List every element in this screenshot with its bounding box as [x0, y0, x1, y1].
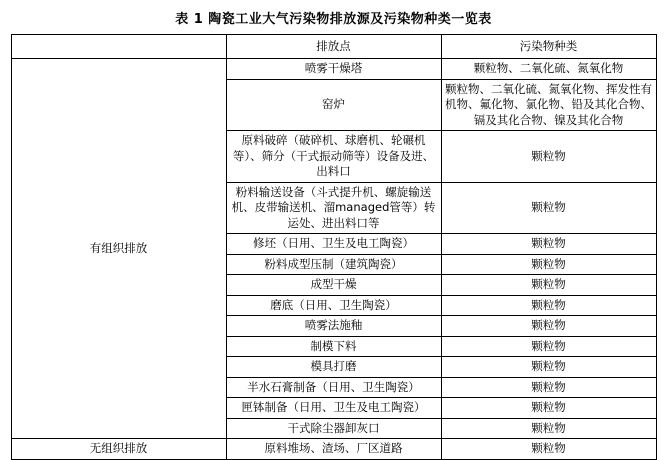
point-cell: 窑炉	[226, 79, 441, 131]
pollutant-cell: 颗粒物	[441, 182, 656, 234]
point-cell: 喷雾干燥塔	[226, 59, 441, 80]
point-cell: 模具打磨	[226, 357, 441, 378]
table-header-row	[11, 35, 656, 59]
table-caption: 表 1 陶瓷工业大气污染物排放源及污染物种类一览表	[175, 12, 492, 27]
category-cell-unorganized: 无组织排放	[11, 439, 226, 460]
point-cell: 成型干燥	[226, 275, 441, 296]
point-cell: 粉料成型压制（建筑陶瓷）	[226, 254, 441, 275]
pollutant-cell: 颗粒物	[441, 234, 656, 255]
pollutant-cell: 颗粒物	[441, 357, 656, 378]
pollutant-cell: 颗粒物、二氧化硫、氮氧化物	[441, 59, 656, 80]
pollutant-cell: 颗粒物	[441, 295, 656, 316]
table-row	[11, 439, 656, 460]
pollutant-cell: 颗粒物	[441, 131, 656, 183]
point-cell: 匣钵制备（日用、卫生及电工陶瓷）	[226, 398, 441, 419]
pollutant-cell: 颗粒物	[441, 316, 656, 337]
pollutant-cell: 颗粒物、二氧化硫、氮氧化物、挥发性有机物、氟化物、氯化物、铅及其化合物、镉及其化合物、镍及其化合物	[441, 79, 656, 131]
point-cell: 干式除尘器卸灰口	[226, 418, 441, 439]
point-cell: 粉料输送设备（斗式提升机、螺旋输送机、皮带输送机、溜managed管等）转运处、进出料口等	[226, 182, 441, 234]
table-body	[11, 59, 656, 460]
category-cell-organized: 有组织排放	[11, 59, 226, 439]
table-row	[11, 59, 656, 80]
pollutant-cell: 颗粒物	[441, 418, 656, 439]
point-cell: 半水石膏制备（日用、卫生陶瓷）	[226, 377, 441, 398]
point-cell: 磨底（日用、卫生陶瓷）	[226, 295, 441, 316]
point-cell: 制模下料	[226, 336, 441, 357]
pollutant-cell: 颗粒物	[441, 439, 656, 460]
point-cell: 原料堆场、渣场、厂区道路	[226, 439, 441, 460]
point-cell: 原料破碎（破碎机、球磨机、轮碾机等）、筛分（干式振动筛等）设备及进、出料口	[226, 131, 441, 183]
pollutant-cell: 颗粒物	[441, 336, 656, 357]
header-pollutant: 污染物种类	[441, 35, 656, 59]
emission-source-table	[11, 34, 657, 460]
pollutant-cell: 颗粒物	[441, 254, 656, 275]
table-header	[11, 35, 656, 59]
header-category	[11, 35, 226, 59]
header-point: 排放点	[226, 35, 441, 59]
pollutant-cell: 颗粒物	[441, 275, 656, 296]
point-cell: 喷雾法施釉	[226, 316, 441, 337]
pollutant-cell: 颗粒物	[441, 377, 656, 398]
pollutant-cell: 颗粒物	[441, 398, 656, 419]
point-cell: 修坯（日用、卫生及电工陶瓷）	[226, 234, 441, 255]
